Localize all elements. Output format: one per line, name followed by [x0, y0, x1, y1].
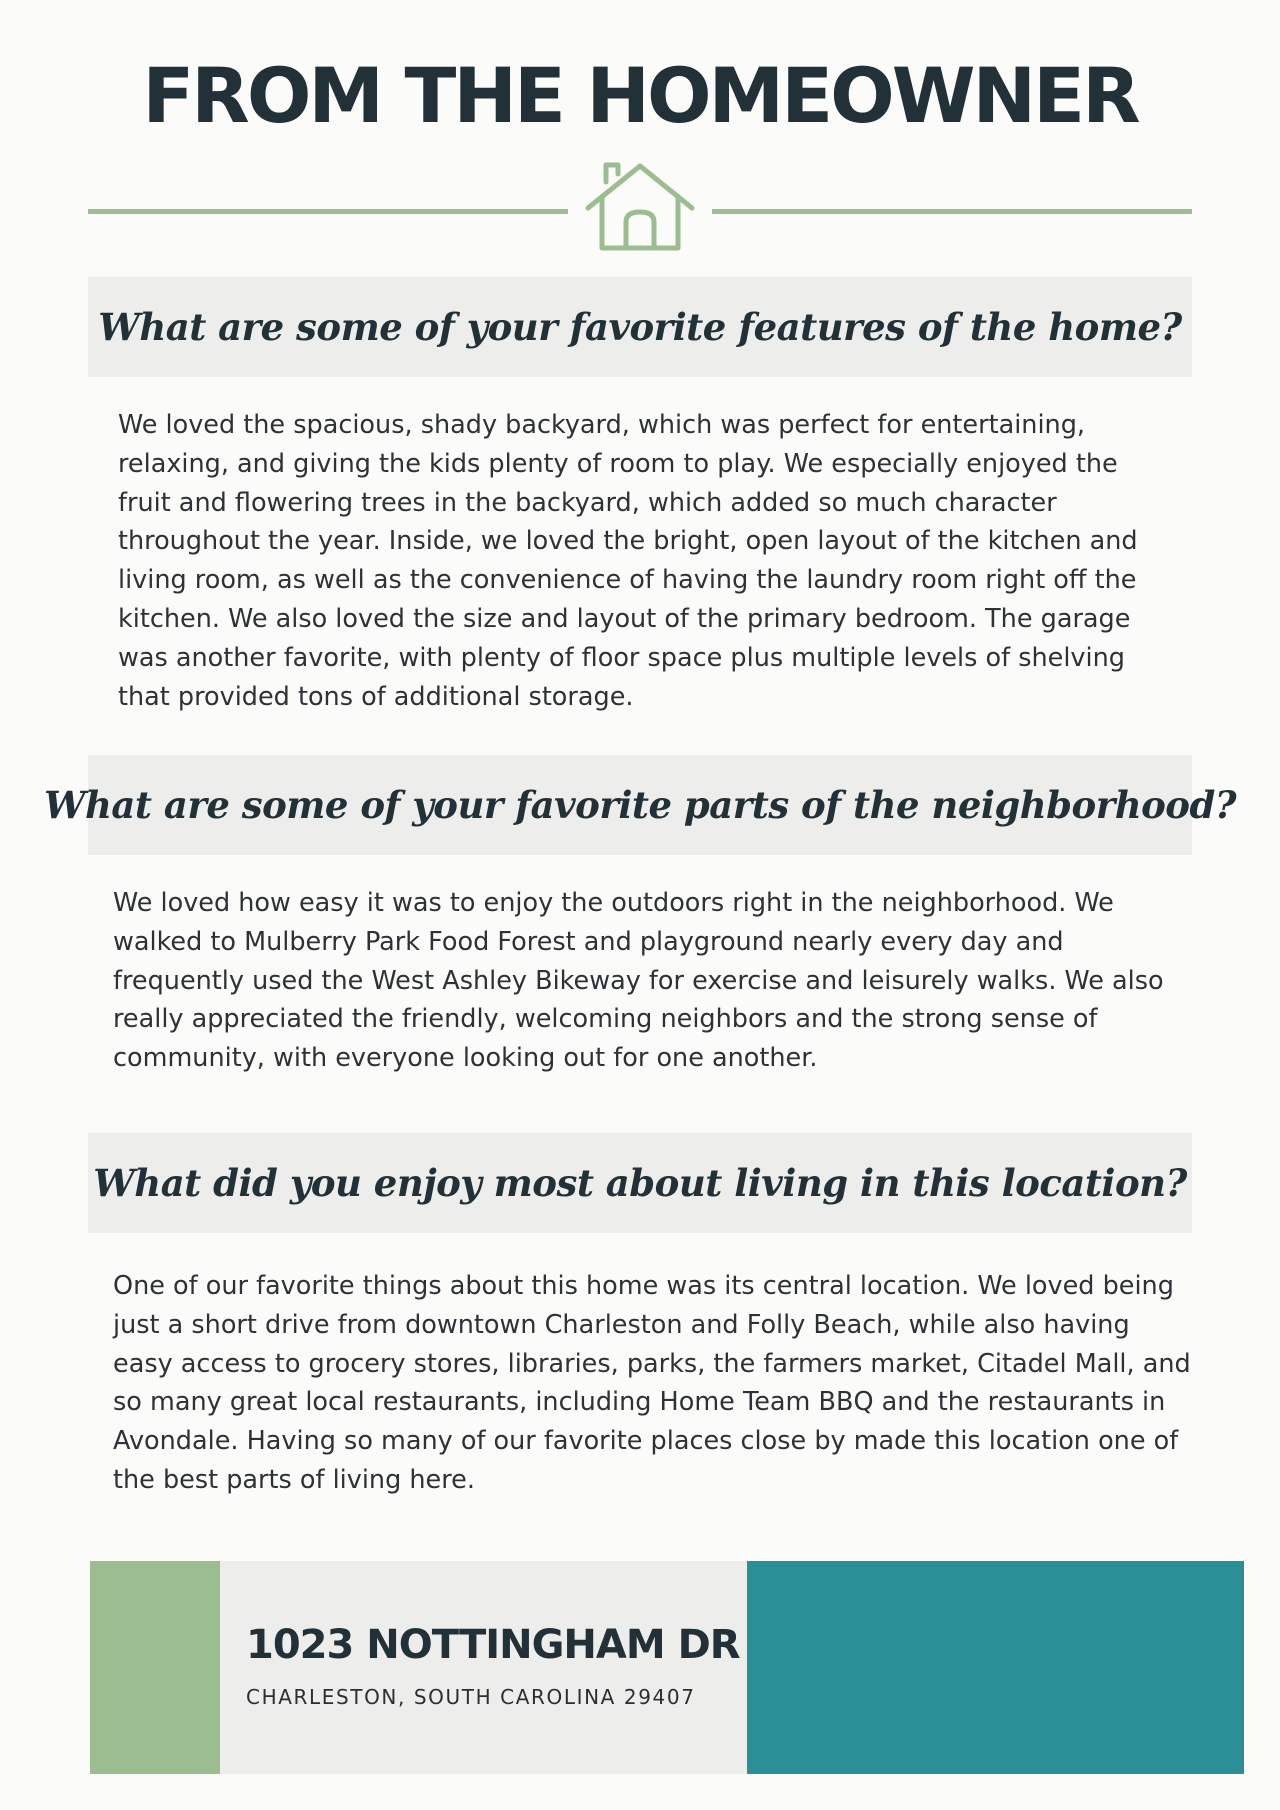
divider-right: [712, 209, 1192, 214]
answer-location: One of our favorite things about this home was its central location. We loved being just a short drive from downtown Charleston and Folly Beach, while also having easy access to grocery stores, libraries, parks, the farmers market, Citadel Mall, and so many great local restaurants, including Home Team BBQ and the restaurants in Avondale. Having so many of our favorite places close by made this location one of the best parts of living here.: [113, 1271, 1191, 1495]
property-address: 1023 NOTTINGHAM DR: [246, 1622, 740, 1668]
question-banner-features: [88, 277, 1192, 377]
page-title: FROM THE HOMEOWNER: [142, 51, 1138, 140]
divider-left: [88, 209, 568, 214]
question-banner-location: [88, 1133, 1192, 1233]
house-icon: [582, 160, 698, 252]
question-neighborhood: What are some of your favorite parts of the neighborhood?: [43, 783, 1237, 827]
answer-neighborhood: We loved how easy it was to enjoy the outdoors right in the neighborhood. We walked to Mulberry Park Food Forest and playground nearly every day and frequently used the West Ashley Bikeway for exercise and leisurely walks. We also really appreciated the friendly, welcoming neighbors and the strong sense of community, with everyone looking out for one another.: [113, 888, 1164, 1074]
question-banner-neighborhood: [43, 755, 1237, 855]
answer-features: We loved the spacious, shady backyard, which was perfect for entertaining, relaxing, and giving the kids plenty of room to play. We especially enjoyed the fruit and flowering trees in the backyard, which added so much character throughout the year. Inside, we loved the bright, open layout of the kitchen and living room, as well as the convenience of having the laundry room right off the kitchen. We also loved the size and layout of the primary bedroom. The garage was another favorite, with plenty of floor space plus multiple levels of shelving that provided tons of additional storage.: [118, 410, 1138, 712]
question-features: What are some of your favorite features of the home?: [98, 305, 1182, 349]
footer-green-block: [90, 1561, 220, 1774]
question-location: What did you enjoy most about living in this location?: [93, 1161, 1187, 1205]
property-city: CHARLESTON, SOUTH CAROLINA 29407: [246, 1685, 696, 1709]
footer-teal-block: [747, 1561, 1244, 1774]
